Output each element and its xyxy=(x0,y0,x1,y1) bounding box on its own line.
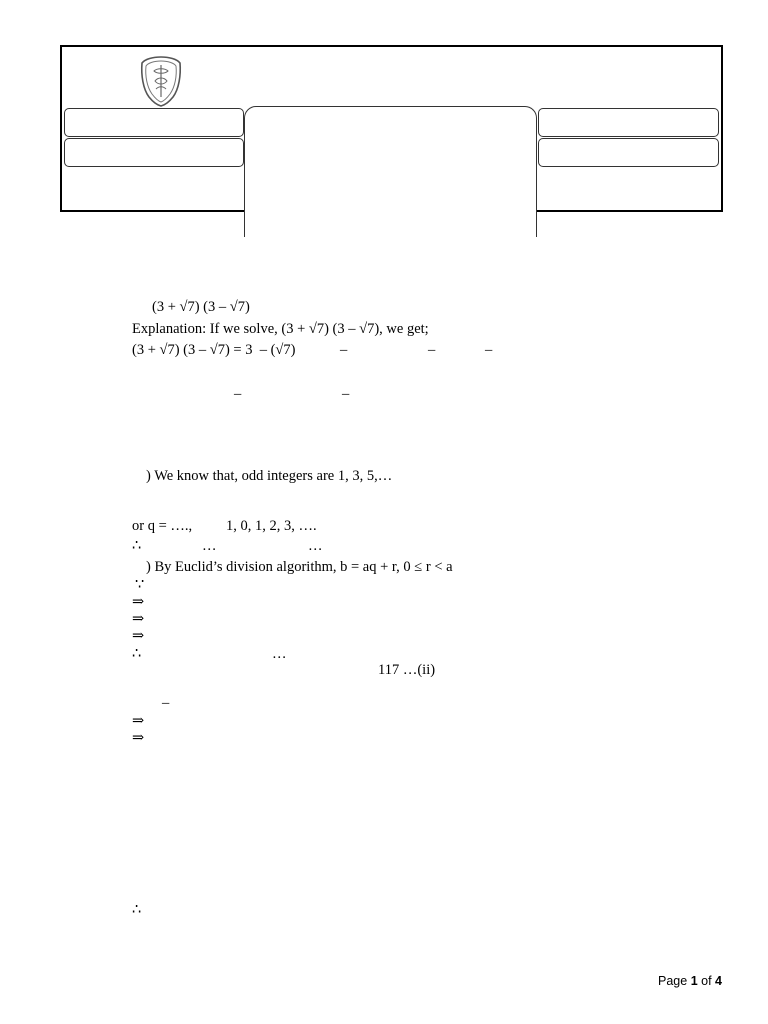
implies-symbol: ⇒ xyxy=(132,628,145,644)
implies-symbol: ⇒ xyxy=(132,611,145,627)
dash-mark: – xyxy=(428,342,436,358)
solution-line: (3 + √7) (3 – √7) = 3 – (√7) xyxy=(132,342,296,358)
q-values-line: or q = …., xyxy=(132,518,193,534)
header-right-box-1 xyxy=(538,108,719,137)
page-current: 1 xyxy=(690,974,698,988)
therefore-symbol: ∴ xyxy=(132,902,142,918)
ellipsis-mark: … xyxy=(272,646,287,662)
explanation-line: Explanation: If we solve, (3 + √7) (3 – √7), we get; xyxy=(132,321,429,337)
of-word: of xyxy=(701,974,712,988)
euclid-line: ) By Euclid’s division algorithm, b = aq + r, 0 ≤ r < a xyxy=(146,559,453,575)
because-symbol: ∵ xyxy=(135,577,145,593)
dash-mark: – xyxy=(342,386,350,402)
implies-symbol: ⇒ xyxy=(132,713,145,729)
dash-mark: – xyxy=(234,386,242,402)
header-center-box xyxy=(244,106,537,237)
dash-mark: – xyxy=(340,342,348,358)
implies-symbol: ⇒ xyxy=(132,730,145,746)
therefore-symbol: ∴ xyxy=(132,538,142,554)
expression-line: (3 + √7) (3 – √7) xyxy=(152,299,250,315)
header-right-box-2 xyxy=(538,138,719,167)
header-left-box-1 xyxy=(64,108,244,137)
dash-mark: – xyxy=(162,695,170,711)
header-left-box-2 xyxy=(64,138,244,167)
q-values-list: 1, 0, 1, 2, 3, …. xyxy=(226,518,317,534)
equation-label: 117 …(ii) xyxy=(378,662,436,678)
ellipsis-mark: … xyxy=(308,538,323,554)
dash-mark: – xyxy=(485,342,493,358)
page-word: Page xyxy=(658,974,688,988)
therefore-symbol: ∴ xyxy=(132,646,142,662)
school-crest-logo xyxy=(139,55,183,107)
odd-integers-line: ) We know that, odd integers are 1, 3, 5,… xyxy=(146,468,393,484)
header-frame xyxy=(60,45,723,212)
implies-symbol: ⇒ xyxy=(132,594,145,610)
page-total: 4 xyxy=(715,974,722,988)
ellipsis-mark: … xyxy=(202,538,217,554)
page-number xyxy=(658,974,722,988)
